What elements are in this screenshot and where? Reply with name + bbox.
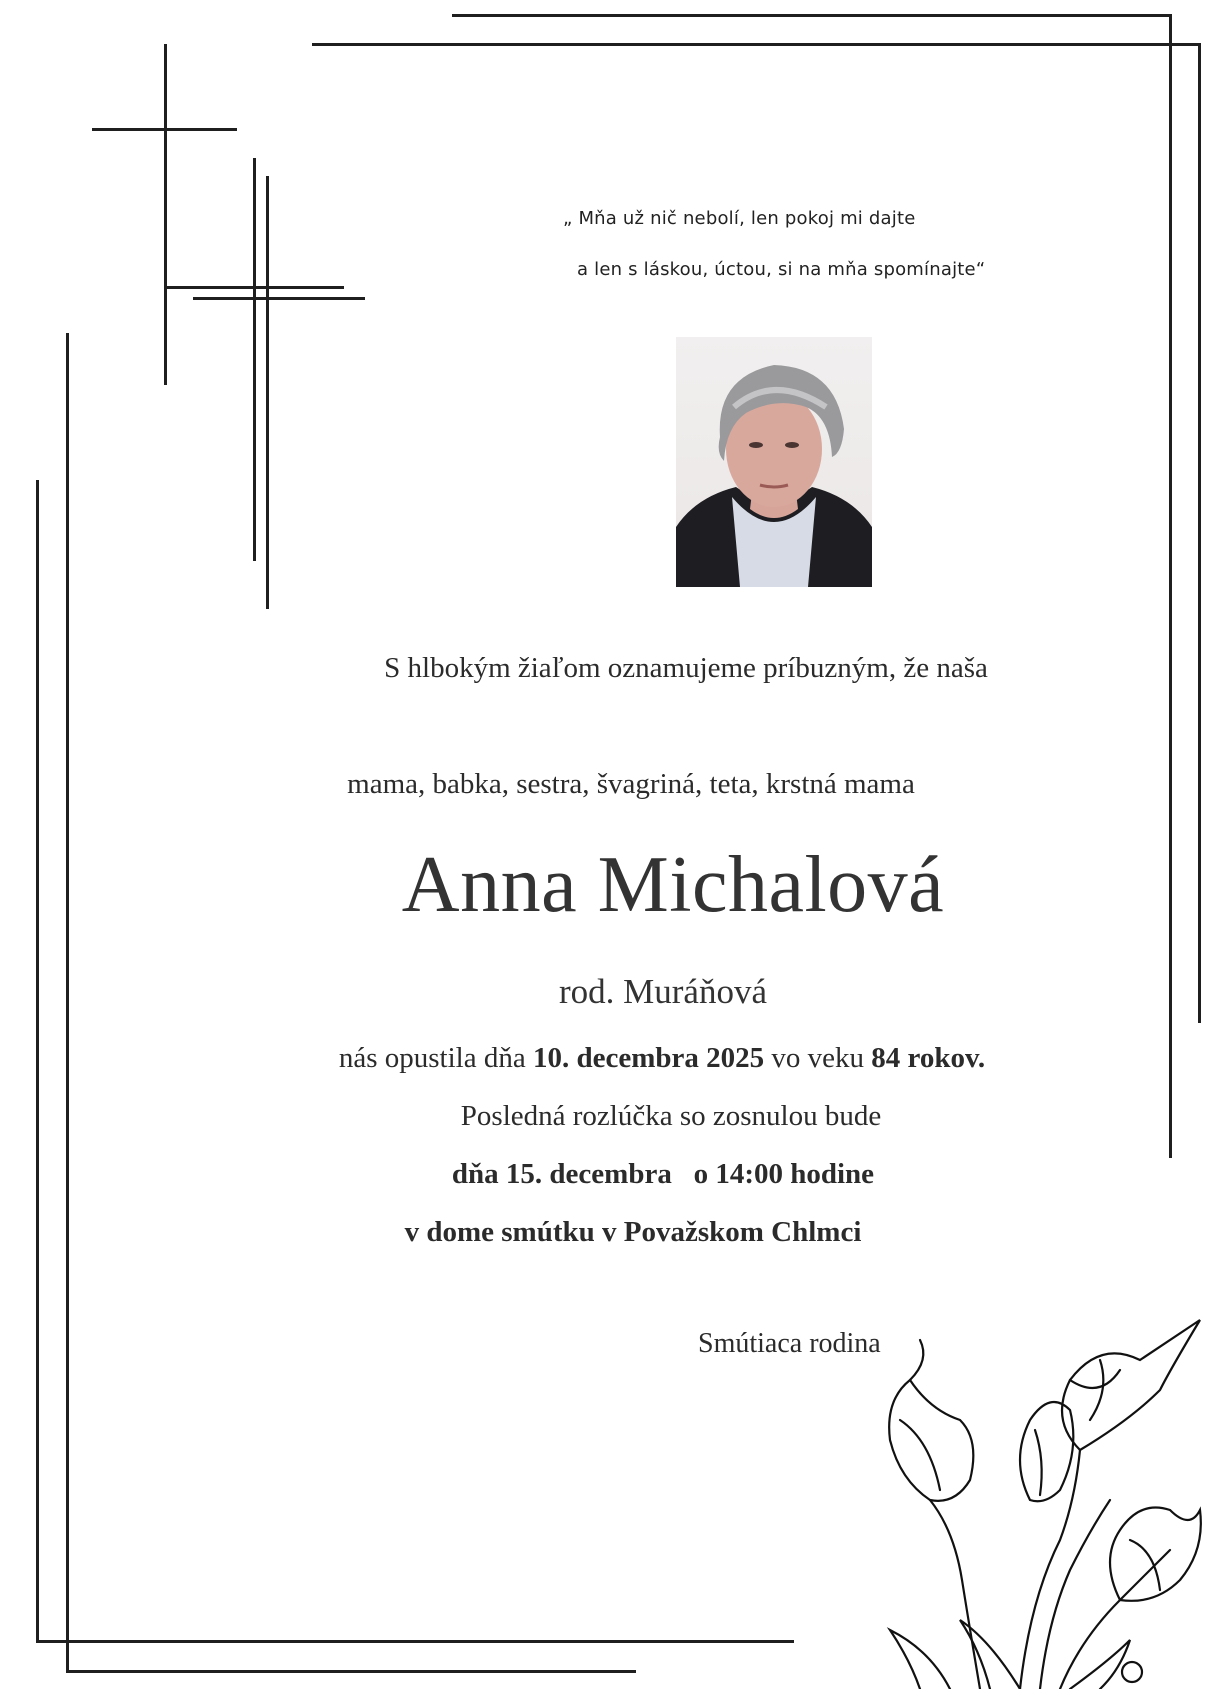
quote-line-1: „ Mňa už nič nebolí, len pokoj mi dajte [563, 208, 916, 229]
frame-top-line-outer [452, 14, 1170, 17]
farewell-line: Posledná rozlúčka so zosnulou bude [460, 1100, 882, 1132]
funeral-place: v dome smútku v Považskom Chlmci [404, 1216, 862, 1248]
death-prefix: nás opustila dňa [338, 1042, 526, 1074]
frame-bottom-line-outer [36, 1640, 794, 1643]
death-age: 84 rokov. [871, 1042, 986, 1074]
frame-top-line-inner [312, 43, 1200, 46]
death-middle: vo veku [771, 1042, 864, 1074]
quote-line-2: a len s láskou, úctou, si na mňa spomínajte“ [577, 259, 986, 280]
death-line [0, 1042, 1232, 1075]
funeral-date: dňa 15. decembra o 14:00 hodine [451, 1158, 875, 1190]
maiden-name: rod. Muráňová [558, 972, 767, 1011]
relations-line: mama, babka, sestra, švagriná, teta, krstná mama [347, 768, 915, 800]
deceased-name: Anna Michalová [401, 841, 945, 929]
frame-bottom-line-inner [66, 1670, 636, 1673]
calla-lily-illustration [870, 1300, 1210, 1689]
signature: Smútiaca rodina [698, 1328, 881, 1359]
announcement-intro: S hlbokým žiaľom oznamujeme príbuzným, že naša [384, 652, 988, 684]
death-date: 10. decembra 2025 [532, 1042, 765, 1074]
portrait-photo [676, 337, 872, 587]
